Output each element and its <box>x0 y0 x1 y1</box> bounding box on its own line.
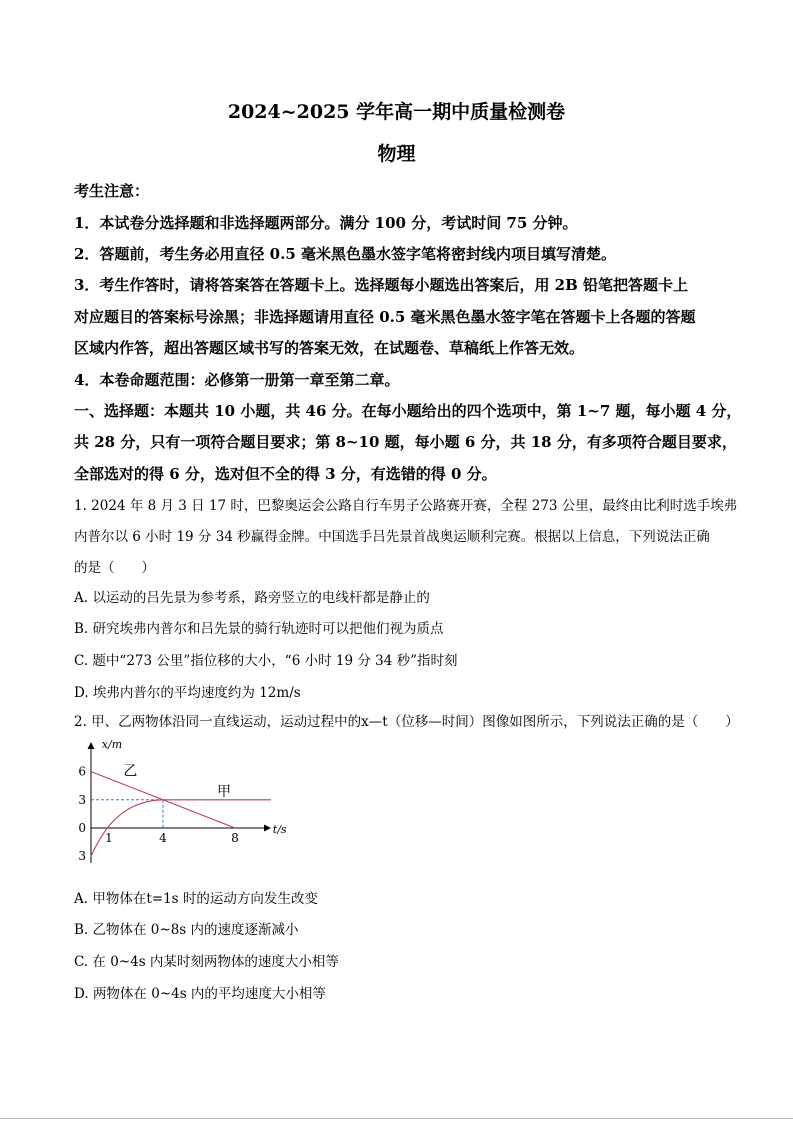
q1-stem-line-1: 1. 2024 年 8 月 3 日 17 时，巴黎奥运会公路自行车男子公路赛开赛，全程 273 公里，最终由比利时选手埃弗 <box>74 498 738 514</box>
subject-title: 物理 <box>377 143 416 165</box>
y-tick-label: 3 <box>78 849 86 864</box>
q2-stem: 2. 甲、乙两物体沿同一直线运动，运动过程中的x—t（位移—时间）图像如图所示，下列说法正确的是（ ） <box>74 714 739 730</box>
series-jia-label: 甲 <box>217 784 231 801</box>
y-tick-label: 3 <box>78 792 86 807</box>
section1-line-3: 全部选对的得 6 分，选对但不全的得 3 分，有选错的得 0 分。 <box>74 465 497 483</box>
y-axis-label: x/m <box>101 738 123 751</box>
exam-title: 2024~2025 学年高一期中质量检测卷 <box>227 101 566 123</box>
series-yi-label: 乙 <box>123 763 138 780</box>
notice-item-2: 2．答题前，考生务必用直径 0.5 毫米黑色墨水签字笔将密封线内项目填写清楚。 <box>74 245 616 263</box>
q1-option-d: D. 埃弗内普尔的平均速度约为 12m/s <box>74 685 301 701</box>
notice-item-1: 1．本试卷分选择题和非选择题两部分。满分 100 分，考试时间 75 分钟。 <box>74 214 578 232</box>
q2-option-b: B. 乙物体在 0~8s 内的速度逐渐减小 <box>74 922 299 938</box>
q1-option-a: A. 以运动的吕先景为参考系，路旁竖立的电线杆都是静止的 <box>74 590 430 606</box>
x-tick-label: 4 <box>159 831 167 845</box>
q1-stem-line-3: 的是（ ） <box>74 560 155 576</box>
section1-line-2: 共 28 分，只有一项符合题目要求；第 8~10 题，每小题 6 分，共 18 分，有多项符合题目要求， <box>74 433 737 451</box>
page-bottom-rule <box>0 1118 793 1119</box>
x-tick-label: 8 <box>231 831 239 845</box>
q2-option-d: D. 两物体在 0~4s 内的平均速度大小相等 <box>74 986 326 1002</box>
x-axis-label: t/s <box>272 823 287 837</box>
q1-option-c: C. 题中“273 公里”指位移的大小，“6 小时 19 分 34 秒”指时刻 <box>74 653 458 669</box>
notice-item-3-cont2: 区域内作答，超出答题区域书写的答案无效，在试题卷、草稿纸上作答无效。 <box>74 339 585 357</box>
q1-option-b: B. 研究埃弗内普尔和吕先景的骑行轨迹时可以把他们视为质点 <box>74 621 444 637</box>
xt-graph <box>70 733 300 868</box>
q2-option-a: A. 甲物体在t=1s 时的运动方向发生改变 <box>74 891 318 907</box>
section1-line-1: 一、选择题：本题共 10 小题，共 46 分。在每小题给出的四个选项中，第 1~7 题，每小题 4 分， <box>74 402 742 420</box>
y-tick-label: 0 <box>78 821 86 835</box>
notice-item-3: 3．考生作答时，请将答案答在答题卡上。选择题每小题选出答案后，用 2B 铅笔把答题卡上 <box>74 276 689 294</box>
q1-stem-line-2: 内普尔以 6 小时 19 分 34 秒赢得金牌。中国选手吕先景首战奥运顺利完赛。根据以上信息，下列说法正确 <box>74 529 710 545</box>
q2-option-c: C. 在 0~4s 内某时刻两物体的速度大小相等 <box>74 954 339 970</box>
y-tick-label: 6 <box>78 764 86 779</box>
x-tick-label: 1 <box>105 831 113 845</box>
notice-item-3-cont1: 对应题目的答案标号涂黑；非选择题请用直径 0.5 毫米黑色墨水签字笔在答题卡上各题的答题 <box>74 308 696 326</box>
notice-heading: 考生注意： <box>74 182 150 200</box>
notice-item-4: 4．本卷命题范围：必修第一册第一章至第二章。 <box>74 371 400 389</box>
